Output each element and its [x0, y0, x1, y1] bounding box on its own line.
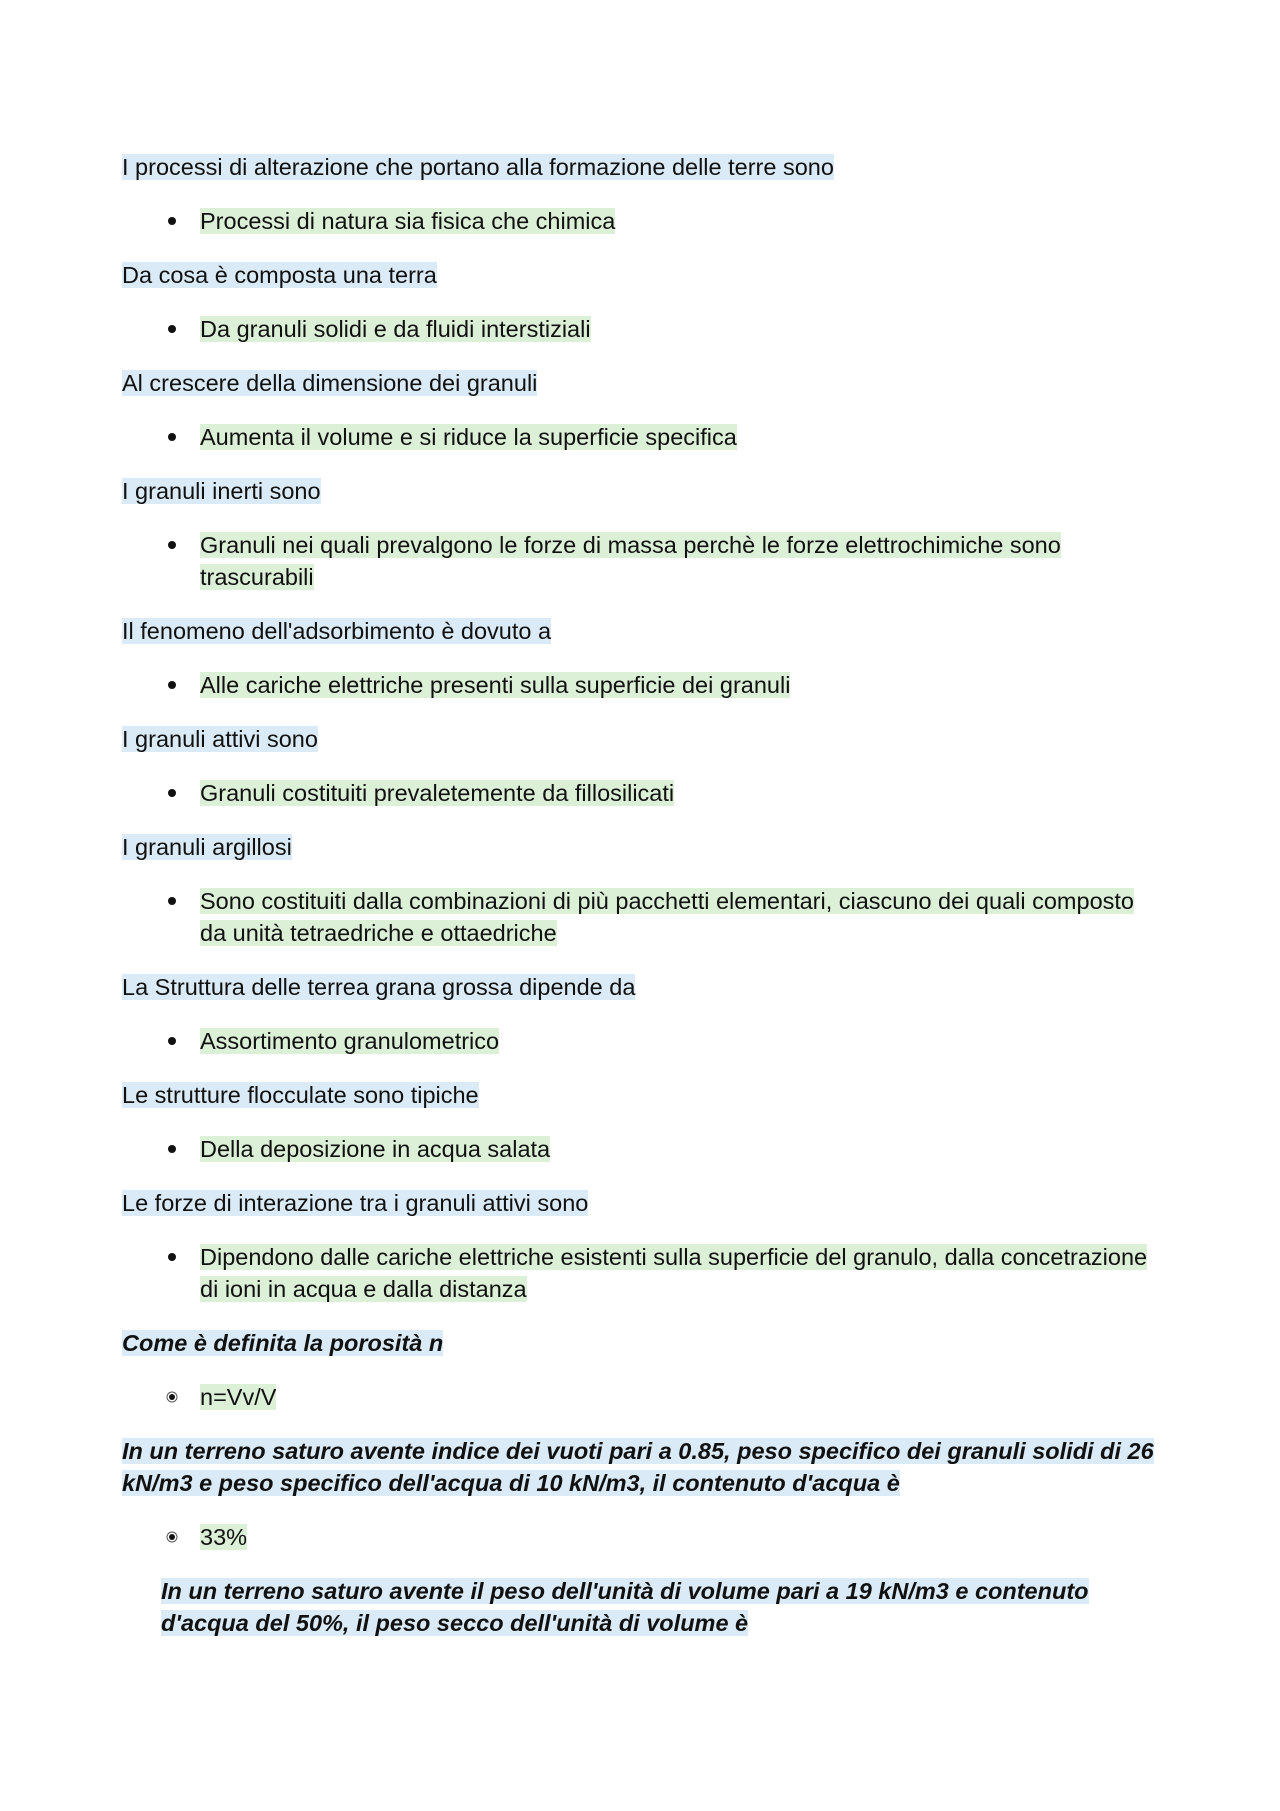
question [161, 1575, 1160, 1639]
answer-text: Sono costituiti dalla combinazioni di più pacchetti elementari, ciascuno dei quali composto da unità tetraedriche e ottaedriche [200, 888, 1134, 946]
answer-text: Alle cariche elettriche presenti sulla superficie dei granuli [200, 672, 791, 698]
bullet-icon [162, 1381, 182, 1413]
question [122, 971, 1200, 1003]
answer [200, 1133, 1160, 1165]
answer-text: Dipendono dalle cariche elettriche esistenti sulla superficie del granulo, dalla concetrazione di ioni in acqua e dalla distanza [200, 1244, 1148, 1302]
bullet-icon [162, 1133, 182, 1165]
qa-block [0, 367, 1280, 453]
bullet-icon [162, 1241, 182, 1273]
question [122, 615, 1200, 647]
bullet-icon [162, 669, 182, 701]
question-text: Il fenomeno dell'adsorbimento è dovuto a [122, 618, 552, 644]
question-text: I processi di alterazione che portano alla formazione delle terre sono [122, 154, 834, 180]
answer [200, 1025, 1160, 1057]
qa-block [0, 1435, 1280, 1553]
question-text: In un terreno saturo avente indice dei vuoti pari a 0.85, peso specifico dei granuli solidi di 26 kN/m3 e peso specifico dell'acqua di 10 kN/m3, il contenuto d'acqua è [122, 1438, 1154, 1496]
qa-block [0, 831, 1280, 949]
answer-text: n=Vv/V [200, 1384, 277, 1410]
answer-text: Da granuli solidi e da fluidi interstiziali [200, 316, 591, 342]
answer-text: Aumenta il volume e si riduce la superficie specifica [200, 424, 737, 450]
question-text: In un terreno saturo avente il peso dell'unità di volume pari a 19 kN/m3 e contenuto d'acqua del 50%, il peso secco dell'unità di volume è [161, 1578, 1089, 1636]
question [122, 259, 1200, 291]
question [122, 475, 1200, 507]
qa-block [0, 615, 1280, 701]
qa-block [0, 1079, 1280, 1165]
bullet-icon [162, 421, 182, 453]
question-text: I granuli inerti sono [122, 478, 321, 504]
qa-block [0, 1187, 1280, 1305]
qa-block [0, 259, 1280, 345]
question [122, 723, 1200, 755]
qa-block [0, 971, 1280, 1057]
answer [200, 777, 1160, 809]
question [122, 1079, 1200, 1111]
bullet-icon [162, 777, 182, 809]
bullet-icon [162, 529, 182, 561]
question [122, 151, 1200, 183]
question-text: Da cosa è composta una terra [122, 262, 437, 288]
qa-block [0, 151, 1280, 237]
answer-text: Granuli costituiti prevaletemente da fillosilicati [200, 780, 675, 806]
question-text: I granuli argillosi [122, 834, 292, 860]
answer [200, 205, 1160, 237]
question [122, 1327, 1200, 1359]
question-text: Al crescere della dimensione dei granuli [122, 370, 538, 396]
answer-text: 33% [200, 1524, 248, 1550]
question [122, 1435, 1200, 1499]
qa-block [0, 475, 1280, 593]
answer [200, 1241, 1160, 1305]
question [122, 1187, 1200, 1219]
answer [200, 885, 1160, 949]
qa-block [0, 1575, 1280, 1639]
question [122, 831, 1200, 863]
bullet-icon [162, 885, 182, 917]
answer-text: Della deposizione in acqua salata [200, 1136, 551, 1162]
answer [200, 669, 1160, 701]
question-text: Come è definita la porosità n [122, 1330, 444, 1356]
answer [200, 1381, 1160, 1413]
answer-text: Processi di natura sia fisica che chimica [200, 208, 616, 234]
answer [200, 1521, 1160, 1553]
question-text: Le strutture flocculate sono tipiche [122, 1082, 479, 1108]
answer-text: Assortimento granulometrico [200, 1028, 500, 1054]
question-text: I granuli attivi sono [122, 726, 318, 752]
bullet-icon [162, 1025, 182, 1057]
answer [200, 421, 1160, 453]
bullet-icon [162, 1521, 182, 1553]
qa-block [0, 723, 1280, 809]
answer [200, 313, 1160, 345]
bullet-icon [162, 205, 182, 237]
question [122, 367, 1200, 399]
bullet-icon [162, 313, 182, 345]
question-text: La Struttura delle terrea grana grossa dipende da [122, 974, 636, 1000]
question-text: Le forze di interazione tra i granuli attivi sono [122, 1190, 589, 1216]
answer-text: Granuli nei quali prevalgono le forze di massa perchè le forze elettrochimiche sono trascurabili [200, 532, 1061, 590]
answer [200, 529, 1160, 593]
qa-block [0, 1327, 1280, 1413]
